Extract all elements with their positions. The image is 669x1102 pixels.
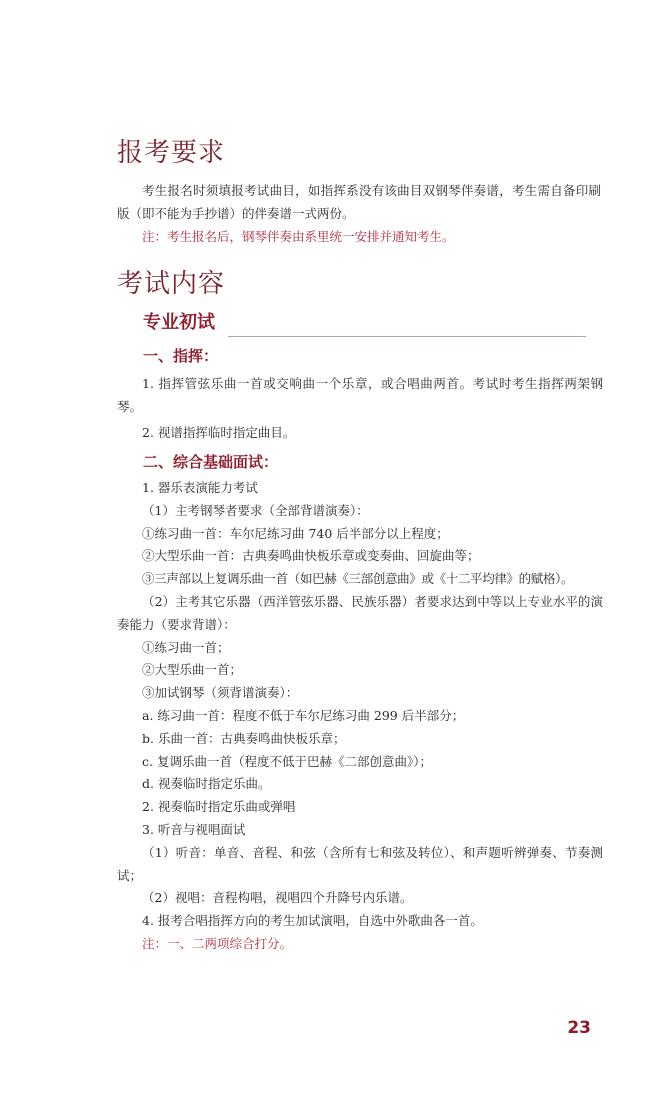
comprehensive-note: 注：一、二两项综合打分。 (142, 935, 293, 951)
list-item: 3. 听音与视唱面试 (142, 821, 246, 837)
list-item: ①练习曲一首； (142, 639, 230, 655)
registration-paragraph: 考生报名时须填报考试曲目，如指挥系没有该曲目双钢琴伴奏谱，考生需自备印刷版（即不能为手抄谱）的伴奏谱一式两份。 (117, 183, 601, 221)
list-item: 1. 器乐表演能力考试 (142, 480, 258, 495)
heading-comprehensive-interview: 二、综合基础面试： (143, 453, 279, 471)
list-item: a. 练习曲一首：程度不低于车尔尼练习曲 299 后半部分； (142, 707, 465, 723)
sub-heading-rule (228, 336, 586, 337)
section-title-exam-content: 考试内容 (117, 269, 226, 299)
comprehensive-items (117, 477, 603, 956)
list-item: ②大型乐曲一首； (142, 662, 243, 678)
list-item: （2）主考其它乐器（西洋管弦乐器、民族乐器）者要求达到中等以上专业水平的演奏能力（要求背谱）： (117, 593, 603, 632)
list-item: （1）主考钢琴者要求（全部背谱演奏）： (142, 502, 369, 518)
list-item: ③加试钢琴（须背谱演奏）： (142, 685, 299, 701)
list-item: d. 视奏临时指定乐曲。 (142, 776, 271, 792)
list-item: ③三声部以上复调乐曲一首（如巴赫《三部创意曲》或《十二平均律》的赋格）。 (142, 571, 574, 587)
list-item: （2）视唱：音程构唱，视唱四个升降号内乐谱。 (142, 890, 413, 906)
list-item: 2. 视谱指挥临时指定曲目。 (142, 424, 296, 440)
list-item: （1）听音：单音、音程、和弦（含所有七和弦及转位）、和声题听辨弹奏、节奏测试； (117, 844, 603, 883)
list-item: c. 复调乐曲一首（程度不低于巴赫《二部创意曲》）； (142, 753, 432, 769)
list-item: ②大型乐曲一首：古典奏鸣曲快板乐章或变奏曲、回旋曲等； (142, 548, 480, 564)
section-title-registration-requirements: 报考要求 (117, 138, 226, 168)
list-item: ①练习曲一首：车尔尼练习曲 740 后半部分以上程度； (142, 525, 449, 541)
list-item: 4. 报考合唱指挥方向的考生加试演唱，自选中外歌曲各一首。 (142, 913, 483, 929)
heading-conducting: 一、指挥： (143, 347, 219, 365)
list-item: 2. 视奏临时指定乐曲或弹唱 (142, 799, 296, 815)
registration-note: 注：考生报名后，钢琴伴奏由系里统一安排并通知考生。 (142, 229, 455, 244)
conducting-items (117, 373, 603, 444)
sub-heading-preliminary: 专业初试 (143, 312, 215, 333)
page-number: 23 (567, 1018, 591, 1038)
list-item: b. 乐曲一首：古典奏鸣曲快板乐章； (142, 730, 346, 746)
list-item: 1. 指挥管弦乐曲一首或交响曲一个乐章，或合唱曲两首。考试时考生指挥两架钢琴。 (117, 376, 603, 414)
